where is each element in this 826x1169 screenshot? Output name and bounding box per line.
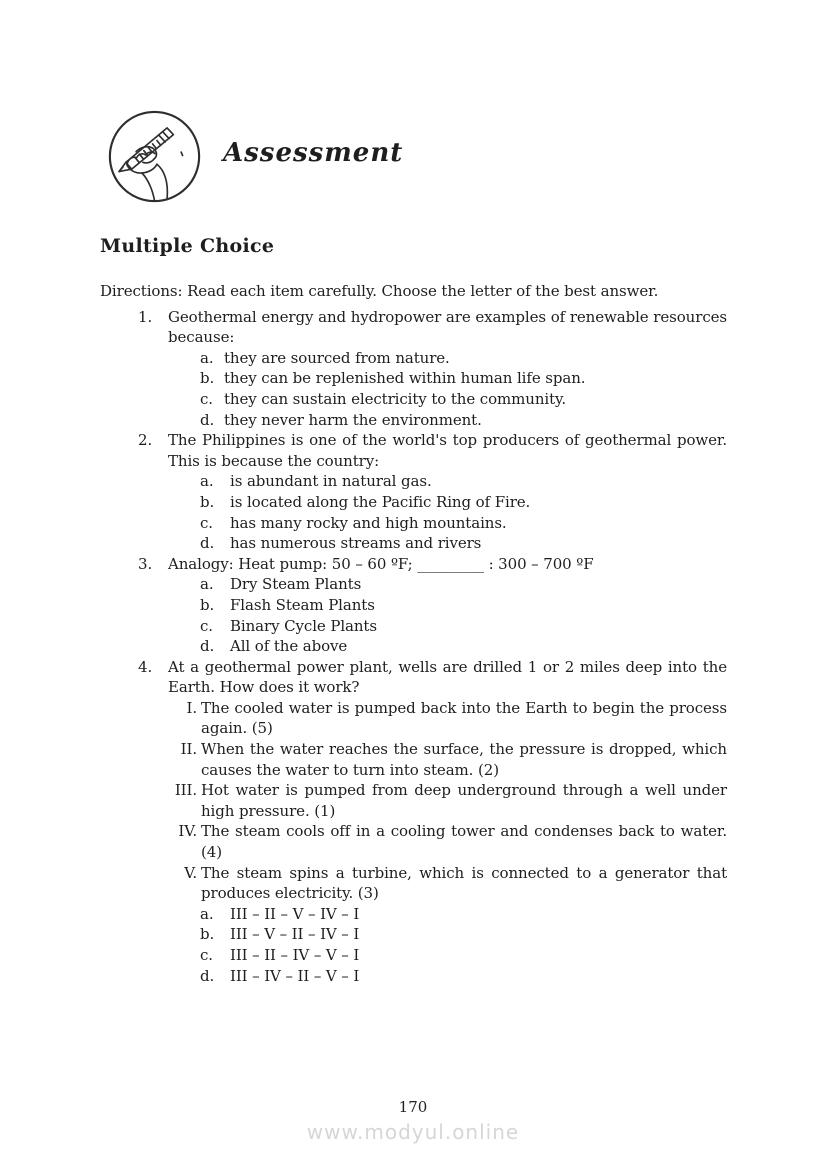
statement-text: The steam spins a turbine, which is connected to a generator that produces electricity. (3) (201, 863, 727, 903)
option-text: is abundant in natural gas. (230, 472, 432, 491)
option-text: All of the above (230, 637, 348, 656)
answer-option (200, 533, 727, 554)
option-label: b. (200, 925, 215, 944)
statement-text: The cooled water is pumped back into the Earth to begin the process again. (5) (201, 698, 727, 738)
option-text: III – V – II – IV – I (230, 925, 360, 944)
option-text: Dry Steam Plants (230, 575, 362, 594)
option-text: has numerous streams and rivers (230, 534, 482, 553)
option-label: d. (200, 966, 215, 985)
option-text: they can be replenished within human life span. (224, 369, 586, 388)
question-2 (100, 430, 727, 554)
answer-option (200, 389, 727, 410)
option-label: a. (200, 575, 214, 594)
page-number: 170 (398, 1098, 428, 1116)
option-text: III – II – IV – V – I (230, 946, 360, 964)
answer-option (200, 636, 727, 657)
page-title: Assessment (223, 137, 404, 168)
process-statement (168, 698, 727, 739)
answer-option (200, 966, 727, 987)
option-label: b. (200, 595, 215, 614)
answer-option (200, 368, 727, 389)
process-statement (168, 863, 727, 904)
option-label: c. (200, 946, 213, 964)
option-text: is located along the Pacific Ring of Fire. (230, 492, 531, 511)
option-label: b. (200, 369, 215, 388)
option-text: III – IV – II – V – I (230, 966, 360, 985)
writing-hand-icon (106, 108, 203, 205)
option-label: d. (200, 534, 215, 553)
option-label: c. (200, 616, 213, 635)
option-text: they never harm the environment. (224, 410, 482, 429)
statement-label: III. (174, 781, 197, 800)
question-stem: Analogy: Heat pump: 50 – 60 ºF; _________ : 300 – 700 ºF (168, 554, 594, 573)
watermark: www.modyul.online (306, 1120, 520, 1144)
question-4 (100, 657, 727, 987)
process-statement (168, 821, 727, 862)
option-text: Flash Steam Plants (230, 595, 375, 614)
option-label: a. (200, 904, 214, 923)
option-label: c. (200, 389, 213, 408)
answer-option (200, 348, 727, 369)
assessment-header (106, 108, 727, 205)
section-title: Multiple Choice (100, 235, 275, 257)
question-3 (100, 554, 727, 657)
option-label: a. (200, 348, 214, 367)
process-statement (168, 780, 727, 821)
answer-option (200, 492, 727, 513)
option-label: d. (200, 410, 215, 429)
statement-text: When the water reaches the surface, the pressure is dropped, which causes the water to turn into steam. (2) (201, 740, 727, 779)
option-text: Binary Cycle Plants (230, 616, 377, 635)
statement-text: Hot water is pumped from deep underground through a well under high pressure. (1) (201, 781, 727, 820)
question-number: 2. (138, 431, 153, 450)
statement-label: I. (186, 698, 197, 717)
option-text: has many rocky and high mountains. (230, 513, 507, 532)
process-statement (168, 739, 727, 780)
answer-option (200, 924, 727, 945)
answer-option (200, 410, 727, 431)
statement-label: IV. (178, 822, 197, 841)
question-list (100, 307, 727, 987)
answer-option (200, 574, 727, 595)
statement-label: II. (180, 740, 197, 759)
statement-label: V. (184, 863, 197, 882)
directions-text: Directions: Read each item carefully. Choose the letter of the best answer. (100, 282, 659, 300)
statement-text: The steam cools off in a cooling tower and condenses back to water. (4) (201, 822, 727, 862)
option-label: c. (200, 513, 213, 532)
question-stem: At a geothermal power plant, wells are drilled 1 or 2 miles deep into the Earth. How does it work? (168, 657, 727, 697)
question-stem: The Philippines is one of the world's top producers of geothermal power. This is because the country: (168, 431, 727, 470)
option-text: they can sustain electricity to the community. (224, 389, 567, 408)
answer-option (200, 945, 727, 966)
question-stem: Geothermal energy and hydropower are examples of renewable resources because: (168, 307, 727, 347)
option-label: b. (200, 492, 215, 511)
option-text: III – II – V – IV – I (230, 904, 360, 923)
option-label: d. (200, 637, 215, 656)
option-text: they are sourced from nature. (224, 348, 450, 367)
answer-option (200, 471, 727, 492)
question-number: 4. (138, 657, 153, 676)
question-number: 3. (138, 554, 153, 573)
answer-option (200, 904, 727, 925)
question-number: 1. (138, 307, 153, 326)
option-label: a. (200, 472, 214, 491)
answer-option (200, 513, 727, 534)
answer-option (200, 595, 727, 616)
answer-option (200, 616, 727, 637)
question-1 (100, 307, 727, 431)
